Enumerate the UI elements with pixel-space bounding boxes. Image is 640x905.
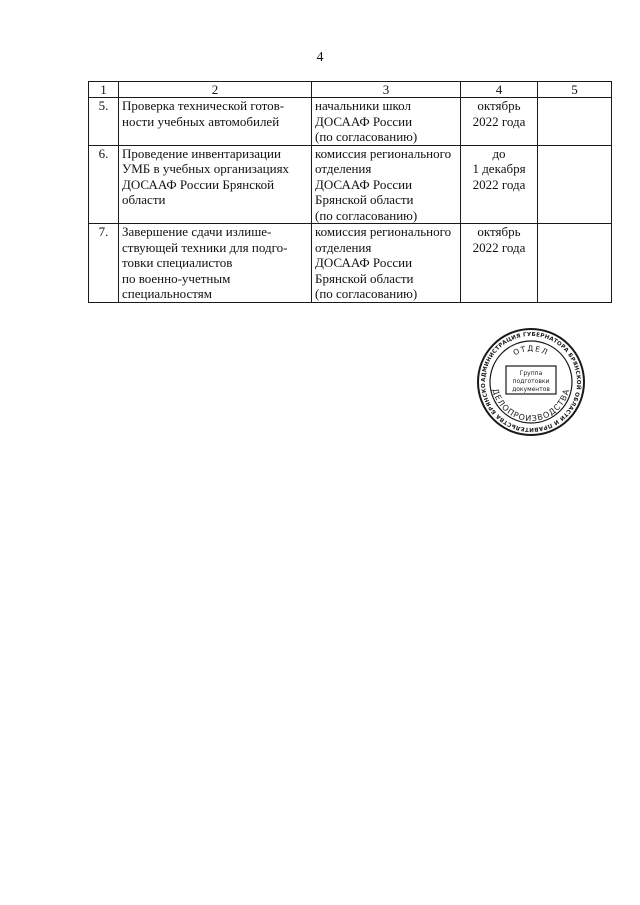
responsible-line: комиссия регионального [315, 145, 452, 161]
term-line: до [492, 145, 506, 161]
office-stamp [476, 327, 586, 437]
column-header: 1 [89, 82, 119, 98]
term-line: 2022 года [472, 113, 526, 129]
responsible-cell [312, 224, 461, 303]
event-cell [119, 224, 312, 303]
responsible-line: (по согласованию) [315, 286, 418, 301]
term-line: октябрь [477, 224, 521, 239]
event-line: ДОСААФ России Брянской [122, 176, 275, 192]
term-cell [461, 98, 538, 146]
event-line: ности учебных автомобилей [122, 113, 280, 129]
responsible-cell [312, 98, 461, 146]
event-line: УМБ в учебных организациях [122, 161, 290, 176]
event-line: специальностям [122, 286, 212, 301]
event-line: товки специалистов [122, 255, 233, 270]
term-line: 2022 года [472, 239, 526, 255]
plan-table [88, 81, 612, 303]
row-number: 5. [89, 98, 119, 146]
event-line: ствующей техники для подго- [122, 239, 288, 255]
row-number: 7. [89, 224, 119, 303]
page-number: 4 [316, 50, 324, 65]
responsible-cell [312, 145, 461, 224]
responsible-line: Брянской области [315, 270, 414, 286]
stamp-inner-bottom: ДЕЛОПРОИЗВОДСТВА [490, 387, 572, 424]
svg-text:ОТДЕЛ [512, 344, 551, 357]
term-cell [461, 224, 538, 303]
note-cell [538, 98, 612, 146]
stamp-outer-text: АДМИНИСТРАЦИЯ ГУБЕРНАТОРА БРЯНСКОЙ ОБЛАСТИ И ПРАВИТЕЛЬСТВА БРЯНСКО [480, 331, 582, 433]
stamp-center-line: подготовки [512, 378, 550, 385]
stamp-center-line: документов [512, 386, 550, 393]
column-header: 4 [461, 82, 538, 98]
column-header: 5 [538, 82, 612, 98]
stamp-seal-icon [476, 327, 586, 437]
term-line: октябрь [477, 98, 521, 113]
term-line: 1 декабря [472, 161, 526, 176]
responsible-line: отделения [315, 239, 372, 255]
row-number: 6. [89, 145, 119, 224]
responsible-line: комиссия регионального [315, 224, 452, 239]
term-line: 2022 года [472, 176, 526, 192]
column-header: 3 [312, 82, 461, 98]
table-row [89, 145, 612, 224]
stamp-inner-top: ОТДЕЛ [511, 343, 551, 358]
note-cell [538, 224, 612, 303]
responsible-line: начальники школ [315, 98, 411, 113]
responsible-line: ДОСААФ России [315, 113, 413, 129]
column-header: 2 [119, 82, 312, 98]
event-cell [119, 98, 312, 146]
table-header-row [89, 82, 612, 98]
responsible-line: ДОСААФ России [315, 176, 413, 192]
stamp-center-line: Группа [519, 370, 543, 377]
responsible-line: отделения [315, 161, 372, 176]
term-cell [461, 145, 538, 224]
responsible-line: Брянской области [315, 192, 414, 207]
table-row [89, 224, 612, 303]
note-cell [538, 145, 612, 224]
event-line: по военно-учетным [122, 270, 231, 286]
event-line: Проверка технической готов- [122, 98, 285, 113]
responsible-line: (по согласованию) [315, 129, 418, 144]
event-line: Завершение сдачи излише- [122, 224, 272, 239]
event-line: области [122, 192, 166, 207]
event-line: Проведение инвентаризации [122, 145, 281, 161]
table-row [89, 98, 612, 146]
responsible-line: (по согласованию) [315, 207, 418, 223]
responsible-line: ДОСААФ России [315, 255, 413, 270]
event-cell [119, 145, 312, 224]
